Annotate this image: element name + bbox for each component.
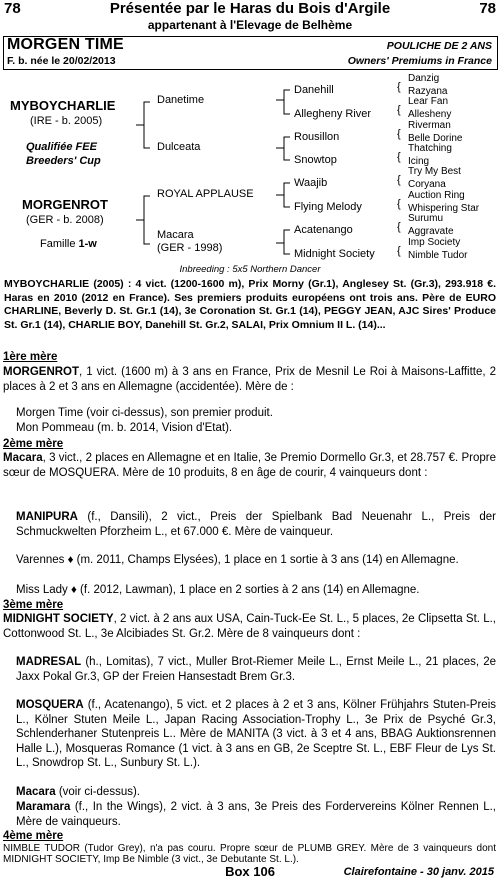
second-dam-produce-3: Miss Lady ♦ (f. 2012, Lawman), 1 place en 2 sorties à 2 ans (14) en Allemagne.: [16, 584, 420, 596]
gen4-item: Allesheny: [408, 109, 452, 120]
gen4-item: Surumu: [408, 213, 444, 224]
gen2-dam-sire: ROYAL APPLAUSE: [157, 188, 254, 200]
gen3-item: Rousillon: [294, 131, 340, 143]
sire-note-1: Qualifiée FEE: [26, 141, 97, 153]
page-subtitle: appartenant à l'Elevage de Belhème: [147, 18, 353, 32]
gen2-dam-dam-detail: (GER - 1998): [157, 242, 223, 254]
dam-detail: (GER - b. 2008): [26, 214, 104, 226]
gen4-item: Auction Ring: [408, 190, 465, 201]
second-dam-produce-1: MANIPURA (f., Dansili), 2 vict., Preis der Spielbank Bad Neuenahr L., Preis der Schmuckwelten Pforzheim L., et 67.000 €. Mère de vainqueur.: [16, 511, 496, 538]
gen4-item: Lear Fan: [408, 96, 449, 107]
sale-info: Clairefontaine - 30 janv. 2015: [343, 866, 494, 878]
third-dam-produce-2: MOSQUERA (f., Acatenango), 5 vict. et 2 places à 2 et 3 ans, Kölner Frühjahrs Stuten-Preis L., Kölner Stuten Meile L., Japan Racing Association-Trophy L., 3e Prix de Psyché Gr.3, Schlenderhaner Stutenpreis L.. Mère de MANITA (3 vict. à 3 et 4 ans, BBAG Auktionsrennen Halle L.), Mosqueras Romance (1 vict. à 3 ans en GB, 2e Sceptre St. L., EBF Fleur de Lys St. L., Snowdrop St. L., Sunbury St. L.).: [16, 699, 496, 769]
gen3-item: Snowtop: [294, 154, 337, 166]
gen4-bracket-glyph: {: [397, 174, 401, 186]
gen4-bracket-glyph: {: [397, 81, 401, 93]
gen3-item: Allegheny River: [294, 108, 372, 120]
sire-name: MYBOYCHARLIE: [10, 98, 116, 113]
first-dam-produce-2: Mon Pommeau (m. b. 2014, Vision d'Etat).: [16, 422, 233, 434]
gen4-bracket-glyph: {: [397, 104, 401, 116]
second-dam-produce-2: Varennes ♦ (m. 2011, Champs Elysées), 1 place en 1 sortie à 3 ans (14) en Allemagne.: [16, 554, 459, 566]
second-dam-text: Macara, 3 vict., 2 places en Allemagne et en Italie, 3e Premio Dormello Gr.3, et 28.757 €. Propre sœur de MOSQUERA. Mère de 10 produits, 8 en âge de courir, 4 vainqueurs dont :: [3, 452, 496, 479]
fourth-dam-text: NIMBLE TUDOR (Tudor Grey), n'a pas couru. Propre sœur de PLUMB GREY. Mère de 3 vainqueurs dont MIDNIGHT SOCIETY, Imp Be Nimble (3 vict., 3e Debutante St. L.).: [3, 843, 496, 865]
gen4-bracket-glyph: {: [397, 151, 401, 163]
third-dam-text: MIDNIGHT SOCIETY, 2 vict. à 2 ans aux USA, Cain-Tuck-Ee St. L., 5 places, 2e Clipsetta St. L., Cottonwood St. L., 3e Alcibiades St. Gr.2. Mère de 8 vainqueurs dont :: [3, 613, 496, 640]
gen4-item: Razyana: [408, 86, 448, 97]
gen3-item: Acatenango: [294, 224, 353, 236]
gen4-item: Coryana: [408, 179, 446, 190]
gen4-item: Danzig: [408, 73, 440, 84]
gen4-item: Aggravate: [408, 226, 454, 237]
section-2nd-dam: 2ème mère: [3, 438, 64, 450]
dam-family: Famille 1-w: [40, 238, 97, 250]
gen4-bracket-glyph: {: [397, 245, 401, 257]
lot-number-left: 78: [4, 0, 21, 17]
horse-premiums: Owners' Premiums in France: [347, 55, 492, 67]
gen3-item: Danehill: [294, 84, 334, 96]
gen3-item: Waajib: [294, 177, 328, 189]
dam-name: MORGENROT: [22, 197, 108, 212]
first-dam-text: MORGENROT, 1 vict. (1600 m) à 3 ans en France, Prix de Mesnil Le Roi à Maisons-Laffitte, 2 places à 2 et 3 ans en Allemagne (accidentée). Mère de :: [3, 366, 496, 393]
section-1st-dam: 1ère mère: [3, 351, 58, 363]
gen2-dam-dam: Macara: [157, 229, 194, 241]
sire-note-2: Breeders' Cup: [26, 155, 101, 167]
gen4-item: Thatching: [408, 143, 452, 154]
page-title: Présentée par le Haras du Bois d'Argile: [109, 0, 391, 17]
gen4-item: Try My Best: [408, 166, 461, 177]
gen4-item: Imp Society: [408, 237, 461, 248]
horse-birth: F. b. née le 20/02/2013: [7, 55, 116, 67]
third-dam-produce-4: Maramara (f., In the Wings), 2 vict. à 3 ans, 3e Preis des Fordervereins Kölner Rennen L., Mère de vainqueurs.: [16, 801, 496, 828]
first-dam-produce-1: Morgen Time (voir ci-dessus), son premier produit.: [16, 407, 273, 419]
horse-name: MORGEN TIME: [7, 36, 124, 53]
gen4-item: Nimble Tudor: [408, 250, 468, 261]
third-dam-produce-3: Macara (voir ci-dessus).: [16, 786, 140, 798]
gen4-item: Whispering Star: [408, 203, 480, 214]
horse-sex-age: POULICHE DE 2 ANS: [386, 40, 492, 52]
section-4th-dam: 4ème mère: [3, 830, 64, 842]
sire-summary: MYBOYCHARLIE (2005) : 4 vict. (1200-1600 m), Prix Morny (Gr.1), Anglesey St. (Gr.3), 293.918 €. Haras en 2010 (2012 en France). Ses premiers produits européens ont trois ans. Père de EURO CHARLINE, Beverly D. St. Gr.1 (14), 3e Coronation St. Gr.1 (14), PEGGY JEAN, AJC Sires' Produce St. Gr.1 (14), CHARLIE BOY, Danehill St. Gr.2, SALAI, Prix Omnium II L. (14)...: [4, 278, 496, 331]
gen2-sire-dam: Dulceata: [157, 141, 201, 153]
inbreeding-note: Inbreeding : 5x5 Northern Dancer: [179, 264, 321, 275]
gen4-item: Riverman: [408, 120, 451, 131]
gen4-bracket-glyph: {: [397, 221, 401, 233]
gen2-sire-sire: Danetime: [157, 94, 205, 106]
gen4-item: Icing: [408, 156, 430, 167]
gen3-item: Midnight Society: [294, 248, 375, 260]
gen4-bracket-glyph: {: [397, 128, 401, 140]
lot-number-right: 78: [479, 0, 496, 17]
gen4-bracket-glyph: {: [397, 198, 401, 210]
section-3rd-dam: 3ème mère: [3, 599, 64, 611]
box-number: Box 106: [225, 864, 275, 879]
gen4-item: Belle Dorine: [408, 133, 463, 144]
third-dam-produce-1: MADRESAL (h., Lomitas), 7 vict., Muller Brot-Riemer Meile L., Ernst Meile L., 21 places, 2e Jaxx Pokal Gr.3, GP der Freien Hansestadt Brem Gr.3.: [16, 656, 496, 683]
sire-detail: (IRE - b. 2005): [30, 115, 103, 127]
gen3-item: Flying Melody: [294, 201, 362, 213]
